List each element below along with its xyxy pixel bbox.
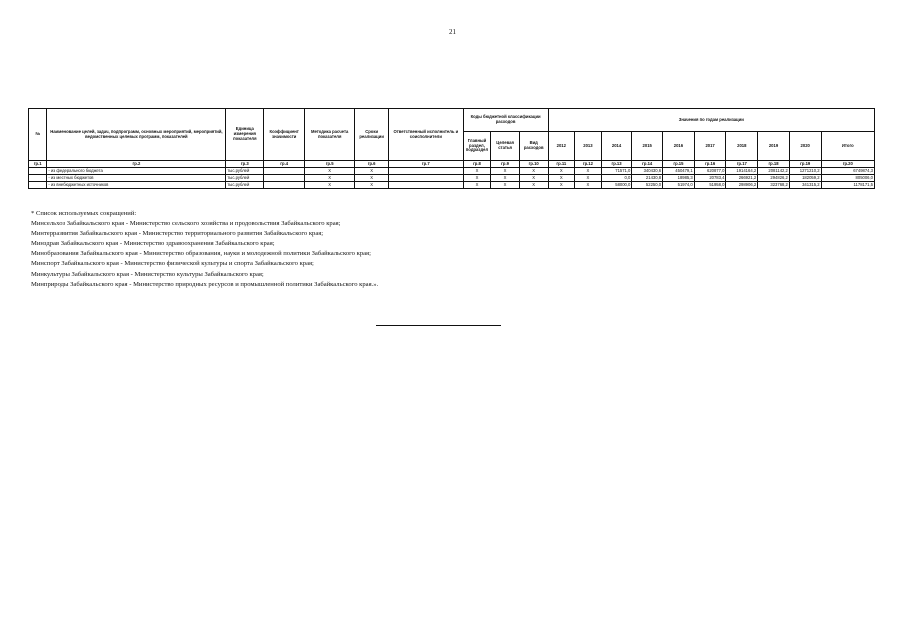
table-header	[29, 109, 875, 161]
header-target: Целевая статья	[491, 132, 520, 161]
cell-method: Х	[305, 175, 355, 182]
cell-expense: Х	[519, 168, 548, 175]
cell-2013: Х	[575, 182, 602, 189]
table-row	[29, 175, 875, 182]
cell-section: Х	[463, 175, 491, 182]
cell-2017: 20783,4	[694, 175, 726, 182]
header-year: 2020	[789, 132, 821, 161]
cell-2020: 341315,2	[789, 182, 821, 189]
closing-divider-line	[376, 325, 501, 326]
header-terms: Сроки реализации	[355, 109, 389, 161]
header-year: 2018	[726, 132, 758, 161]
cell-name: - из внебюджетных источников	[47, 182, 226, 189]
cell-2015: 21430,8	[632, 175, 663, 182]
cell-2017: 51958,0	[694, 182, 726, 189]
group-label: гр.9	[491, 161, 520, 168]
group-label: гр.6	[355, 161, 389, 168]
cell-expense: Х	[519, 182, 548, 189]
header-year: 2015	[632, 132, 663, 161]
cell-2014: 58000,0	[601, 182, 632, 189]
cell-2019: 323768,2	[758, 182, 790, 189]
cell-2018: 1914164,2	[726, 168, 758, 175]
header-unit: Единица измерения показателя	[226, 109, 264, 161]
group-label: гр.20	[821, 161, 874, 168]
cell-2020: 1271210,2	[789, 168, 821, 175]
cell-method: Х	[305, 182, 355, 189]
abbreviations-heading: * Список используемых сокращений:	[31, 210, 137, 217]
header-values-by-year: Значения по годам реализации	[548, 109, 874, 132]
abbreviation-item: Минкультуры Забайкальского края - Министерство культуры Забайкальского края;	[31, 270, 264, 278]
cell-2015: 340430,6	[632, 168, 663, 175]
cell-2016: 51974,0	[663, 182, 695, 189]
header-section: Главный раздел, подраздел	[463, 132, 491, 161]
cell-2016: 18985,3	[663, 175, 695, 182]
cell-2016: 450479,1	[663, 168, 695, 175]
cell-2013: Х	[575, 168, 602, 175]
cell-target: Х	[491, 175, 520, 182]
header-year: 2012	[548, 132, 575, 161]
cell-2012: Х	[548, 182, 575, 189]
cell-2019: 2081142,2	[758, 168, 790, 175]
cell-coefficient	[264, 168, 305, 175]
header-total: Итого	[821, 132, 874, 161]
header-responsible: Ответственный исполнитель и соисполнители	[389, 109, 464, 161]
cell-2015: 52250,0	[632, 182, 663, 189]
group-label: гр.12	[575, 161, 602, 168]
program-indicators-table	[28, 108, 875, 189]
table-row	[29, 182, 875, 189]
cell-2014: 0,0	[601, 175, 632, 182]
abbreviations-list	[31, 209, 378, 290]
table-body	[29, 161, 875, 189]
abbreviation-item: Минприроды Забайкальского края - Министерство природных ресурсов и промышленной политики Забайкальского края.».	[31, 280, 379, 288]
group-label: гр.14	[632, 161, 663, 168]
group-label: гр.10	[519, 161, 548, 168]
group-label: гр.15	[663, 161, 695, 168]
header-year: 2016	[663, 132, 695, 161]
group-label: гр.16	[694, 161, 726, 168]
cell-coefficient	[264, 175, 305, 182]
cell-section: Х	[463, 182, 491, 189]
header-budget-codes: Коды бюджетной классификации расходов	[463, 109, 548, 132]
group-label: гр.2	[47, 161, 226, 168]
cell-2020: 182059,2	[789, 175, 821, 182]
header-year: 2017	[694, 132, 726, 161]
group-label: гр.1	[29, 161, 47, 168]
cell-unit: тыс.рублей	[226, 182, 264, 189]
cell-unit: тыс.рублей	[226, 168, 264, 175]
cell-2014: 71571,0	[601, 168, 632, 175]
header-year: 2014	[601, 132, 632, 161]
cell-terms: Х	[355, 182, 389, 189]
cell-responsible	[389, 175, 464, 182]
cell-number	[29, 168, 47, 175]
cell-responsible	[389, 182, 464, 189]
group-label: гр.17	[726, 161, 758, 168]
cell-2018: 266921,2	[726, 175, 758, 182]
header-year: 2013	[575, 132, 602, 161]
cell-total: 805006,0	[821, 175, 874, 182]
cell-2012: Х	[548, 168, 575, 175]
header-year: 2019	[758, 132, 790, 161]
header-number: №	[29, 109, 47, 161]
cell-target: Х	[491, 182, 520, 189]
cell-2019: 294826,2	[758, 175, 790, 182]
abbreviation-item: Минобразования Забайкальского края - Министерство образования, науки и молодежной политики Забайкальского края;	[31, 250, 371, 258]
cell-2013: Х	[575, 175, 602, 182]
cell-terms: Х	[355, 175, 389, 182]
cell-2017: 620877,0	[694, 168, 726, 175]
header-coefficient: Коэффициент значимости	[264, 109, 305, 161]
table-row	[29, 168, 875, 175]
header-expense: Вид расходов	[519, 132, 548, 161]
program-table-container	[28, 108, 875, 189]
cell-responsible	[389, 168, 464, 175]
group-label: гр.19	[789, 161, 821, 168]
cell-name: - из федерального бюджета	[47, 168, 226, 175]
cell-total: 6749874,3	[821, 168, 874, 175]
cell-total: 1178171,5	[821, 182, 874, 189]
cell-method: Х	[305, 168, 355, 175]
column-group-row	[29, 161, 875, 168]
page-number: 21	[449, 28, 456, 36]
group-label: гр.3	[226, 161, 264, 168]
header-name: Наименование целей, задач, подпрограмм, основных мероприятий, мероприятий, ведомственных целевых программ, показателей	[47, 109, 226, 161]
cell-terms: Х	[355, 168, 389, 175]
cell-target: Х	[491, 168, 520, 175]
abbreviation-item: Минсельхоз Забайкальского края - Министерство сельского хозяйства и продовольствия Забайкальского края;	[31, 220, 341, 228]
cell-number	[29, 175, 47, 182]
header-method: Методика расчета показателя	[305, 109, 355, 161]
group-label: гр.4	[264, 161, 305, 168]
abbreviation-item: Минздрав Забайкальского края - Министерство здравоохранения Забайкальского края;	[31, 240, 275, 248]
cell-2012: Х	[548, 175, 575, 182]
cell-expense: Х	[519, 175, 548, 182]
cell-section: Х	[463, 168, 491, 175]
cell-name: - из местных бюджетов	[47, 175, 226, 182]
abbreviation-item: Минтерразвития Забайкальского края - Министерство территориального развития Забайкальского края;	[31, 230, 324, 238]
group-label: гр.5	[305, 161, 355, 168]
abbreviation-item: Минспорт Забайкальского края - Министерство физической культуры и спорта Забайкальского края;	[31, 260, 314, 268]
cell-coefficient	[264, 182, 305, 189]
group-label: гр.18	[758, 161, 790, 168]
cell-2018: 298906,2	[726, 182, 758, 189]
cell-unit: тыс.рублей	[226, 175, 264, 182]
cell-number	[29, 182, 47, 189]
group-label: гр.8	[463, 161, 491, 168]
group-label: гр.11	[548, 161, 575, 168]
group-label: гр.7	[389, 161, 464, 168]
group-label: гр.13	[601, 161, 632, 168]
